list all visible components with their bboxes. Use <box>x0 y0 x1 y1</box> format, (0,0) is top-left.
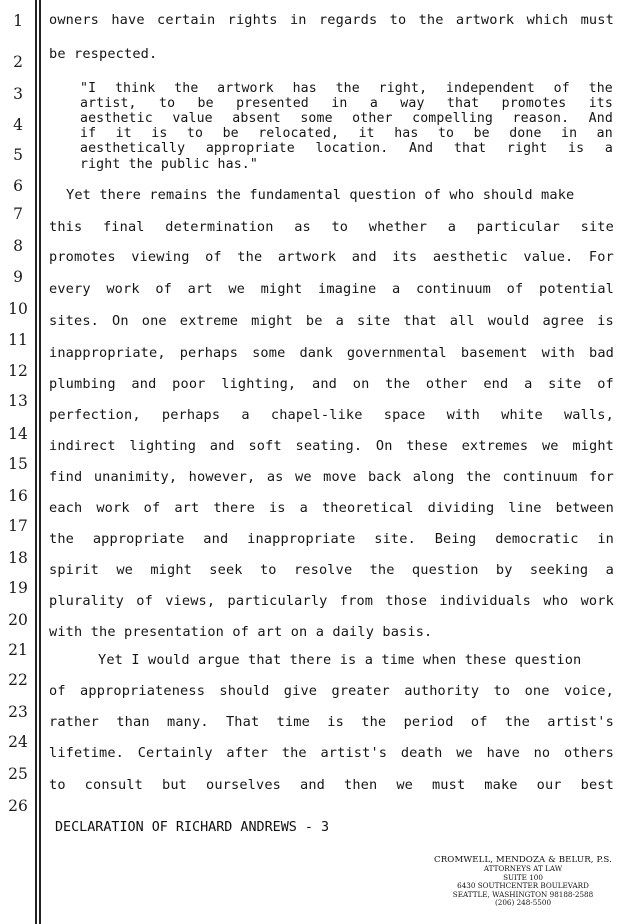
firm-street: 6430 SOUTHCENTER BOULEVARD <box>457 881 589 891</box>
line-number: 1 <box>13 12 23 30</box>
text-line: lifetime. Certainly after the artist's death we have no others <box>49 745 614 761</box>
firm-city: SEATTLE, WASHINGTON 98188-2588 <box>452 889 594 899</box>
text-line: plumbing and poor lighting, and on the other end a site of <box>49 376 614 392</box>
line-number: 5 <box>13 146 23 164</box>
line-number: 2 <box>13 53 23 71</box>
line-number: 23 <box>8 703 28 721</box>
text-line: the appropriate and inappropriate site. Being democratic in <box>49 531 614 547</box>
quote-line: if it is to be relocated, it has to be done in an <box>80 126 613 141</box>
text-line: plurality of views, particularly from those individuals who work <box>49 593 614 609</box>
quote-line: right the public has." <box>80 157 258 172</box>
line-number: 20 <box>8 611 28 629</box>
left-margin-rule-inner <box>39 0 41 924</box>
text-line: promotes viewing of the artwork and its aesthetic value. For <box>49 249 614 265</box>
line-number: 11 <box>8 331 28 349</box>
text-line: Yet I would argue that there is a time when these question <box>98 652 582 668</box>
line-number: 18 <box>8 549 28 567</box>
text-line: this final determination as to whether a particular site <box>49 219 614 235</box>
line-number: 10 <box>8 300 28 318</box>
text-line: to consult but ourselves and then we must make our best <box>49 777 614 793</box>
line-number: 14 <box>8 425 28 443</box>
line-number: 7 <box>13 205 23 223</box>
quote-line: "I think the artwork has the right, independent of the <box>80 81 613 96</box>
line-number: 8 <box>13 237 23 255</box>
line-number: 12 <box>8 362 28 380</box>
text-line: owners have certain rights in regards to the artwork which must <box>49 12 614 28</box>
text-line: perfection, perhaps a chapel-like space with white walls, <box>49 407 614 423</box>
line-number: 25 <box>8 765 28 783</box>
quote-line: artist, to be presented in a way that promotes its <box>80 96 613 111</box>
line-number: 13 <box>8 392 28 410</box>
line-number: 17 <box>8 517 28 535</box>
text-line: Yet there remains the fundamental question of who should make <box>66 187 575 203</box>
footer-title: DECLARATION OF RICHARD ANDREWS - 3 <box>55 820 330 835</box>
text-line: with the presentation of art on a daily basis. <box>49 624 433 640</box>
quote-line: aesthetic value absent some other compelling reason. And <box>80 111 613 126</box>
line-number: 24 <box>8 733 28 751</box>
firm-suite: SUITE 100 <box>503 872 543 882</box>
line-number: 9 <box>13 268 23 286</box>
line-number: 3 <box>13 85 23 103</box>
text-line: rather than many. That time is the period of the artist's <box>49 714 614 730</box>
law-firm-block <box>428 855 618 908</box>
line-number: 4 <box>13 116 23 134</box>
text-line: be respected. <box>49 46 158 62</box>
line-number: 19 <box>8 579 28 597</box>
line-number: 6 <box>13 177 23 195</box>
text-line: find unanimity, however, as we move back along the continuum for <box>49 469 614 485</box>
text-line: inappropriate, perhaps some dank governmental basement with bad <box>49 345 614 361</box>
firm-role: ATTORNEYS AT LAW <box>483 864 563 873</box>
text-line: each work of art there is a theoretical dividing line between <box>49 500 614 516</box>
quote-line: aesthetically appropriate location. And that right is a <box>80 141 613 156</box>
line-number: 21 <box>8 641 28 659</box>
line-number: 15 <box>8 455 28 473</box>
text-line: of appropriateness should give greater authority to one voice, <box>49 683 614 699</box>
line-number: 22 <box>8 671 28 689</box>
line-number: 26 <box>8 797 28 815</box>
text-line: spirit we might seek to resolve the question by seeking a <box>49 562 614 578</box>
text-line: every work of art we might imagine a continuum of potential <box>49 281 614 297</box>
text-line: indirect lighting and soft seating. On these extremes we might <box>49 438 614 454</box>
firm-phone: (206) 248-5500 <box>494 898 552 908</box>
left-margin-rule <box>35 0 37 924</box>
text-line: sites. On one extreme might be a site that all would agree is <box>49 313 614 329</box>
line-number: 16 <box>8 487 28 505</box>
firm-name: CROMWELL, MENDOZA & BELUR, P.S. <box>434 855 612 865</box>
